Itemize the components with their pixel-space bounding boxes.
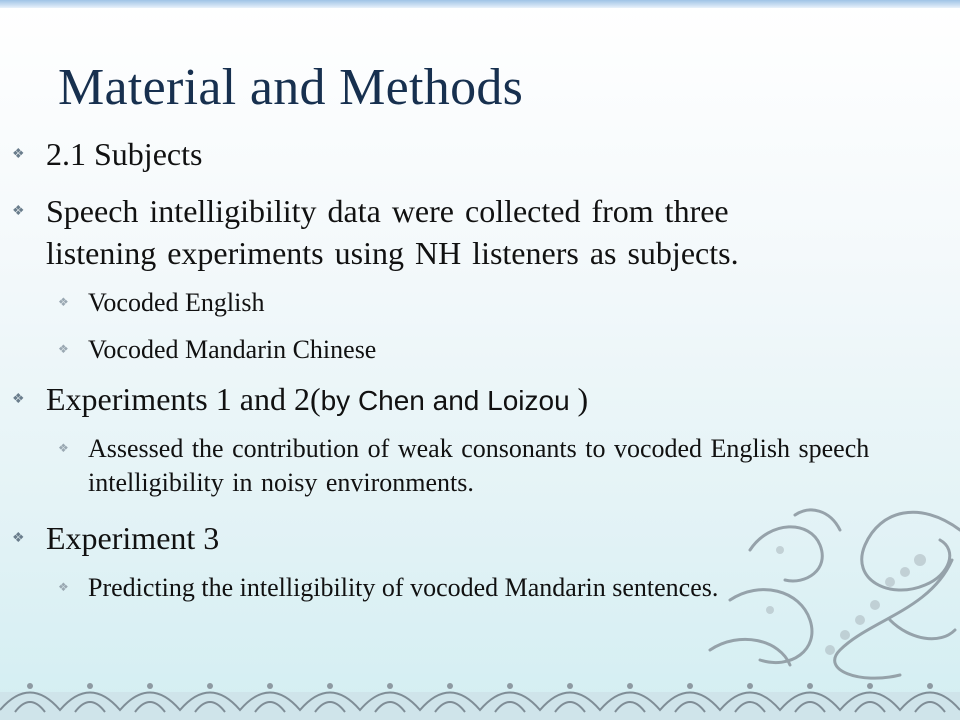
- diamond-bullet-icon: ❖: [12, 147, 25, 162]
- bullet-speech-data: [12, 191, 846, 274]
- bullet-subjects: [12, 134, 846, 176]
- bullet-text: Speech intelligibility data were collected from three listening experiments using NH listeners as subjects.: [46, 193, 739, 271]
- bullet-text: Vocoded English: [88, 288, 265, 317]
- bullet-text: Predicting the intelligibility of vocoded Mandarin sentences.: [88, 573, 719, 602]
- bullet-text: 2.1 Subjects: [46, 136, 203, 172]
- diamond-bullet-icon: ❖: [58, 295, 69, 309]
- sub-bullet-assessed: [58, 432, 938, 500]
- bullet-text: Experiment 3: [46, 520, 220, 556]
- diamond-bullet-icon: ❖: [58, 342, 69, 356]
- bullet-text-part: Experiments 1 and 2(: [46, 381, 321, 417]
- bullet-text-authors: by Chen and Loizou: [320, 385, 578, 416]
- sub-bullet-predicting: [58, 571, 938, 605]
- diamond-bullet-icon: ❖: [12, 392, 25, 407]
- bullet-text: Vocoded Mandarin Chinese: [88, 335, 377, 364]
- bullet-text: Assessed the contribution of weak consonants to vocoded English speech intelligibility in noisy environments.: [88, 434, 870, 497]
- diamond-bullet-icon: ❖: [12, 204, 25, 219]
- sub-bullet-vocoded-english: [58, 286, 938, 320]
- diamond-bullet-icon: ❖: [58, 441, 69, 455]
- bullet-experiment-3: [12, 518, 846, 560]
- sub-bullet-vocoded-mandarin: [58, 333, 938, 367]
- slide-title: Material and Methods: [58, 59, 524, 116]
- bullet-text-part: ): [577, 381, 589, 417]
- bullet-experiments-1-2: [12, 379, 846, 421]
- diamond-bullet-icon: ❖: [58, 580, 69, 594]
- diamond-bullet-icon: ❖: [12, 531, 25, 546]
